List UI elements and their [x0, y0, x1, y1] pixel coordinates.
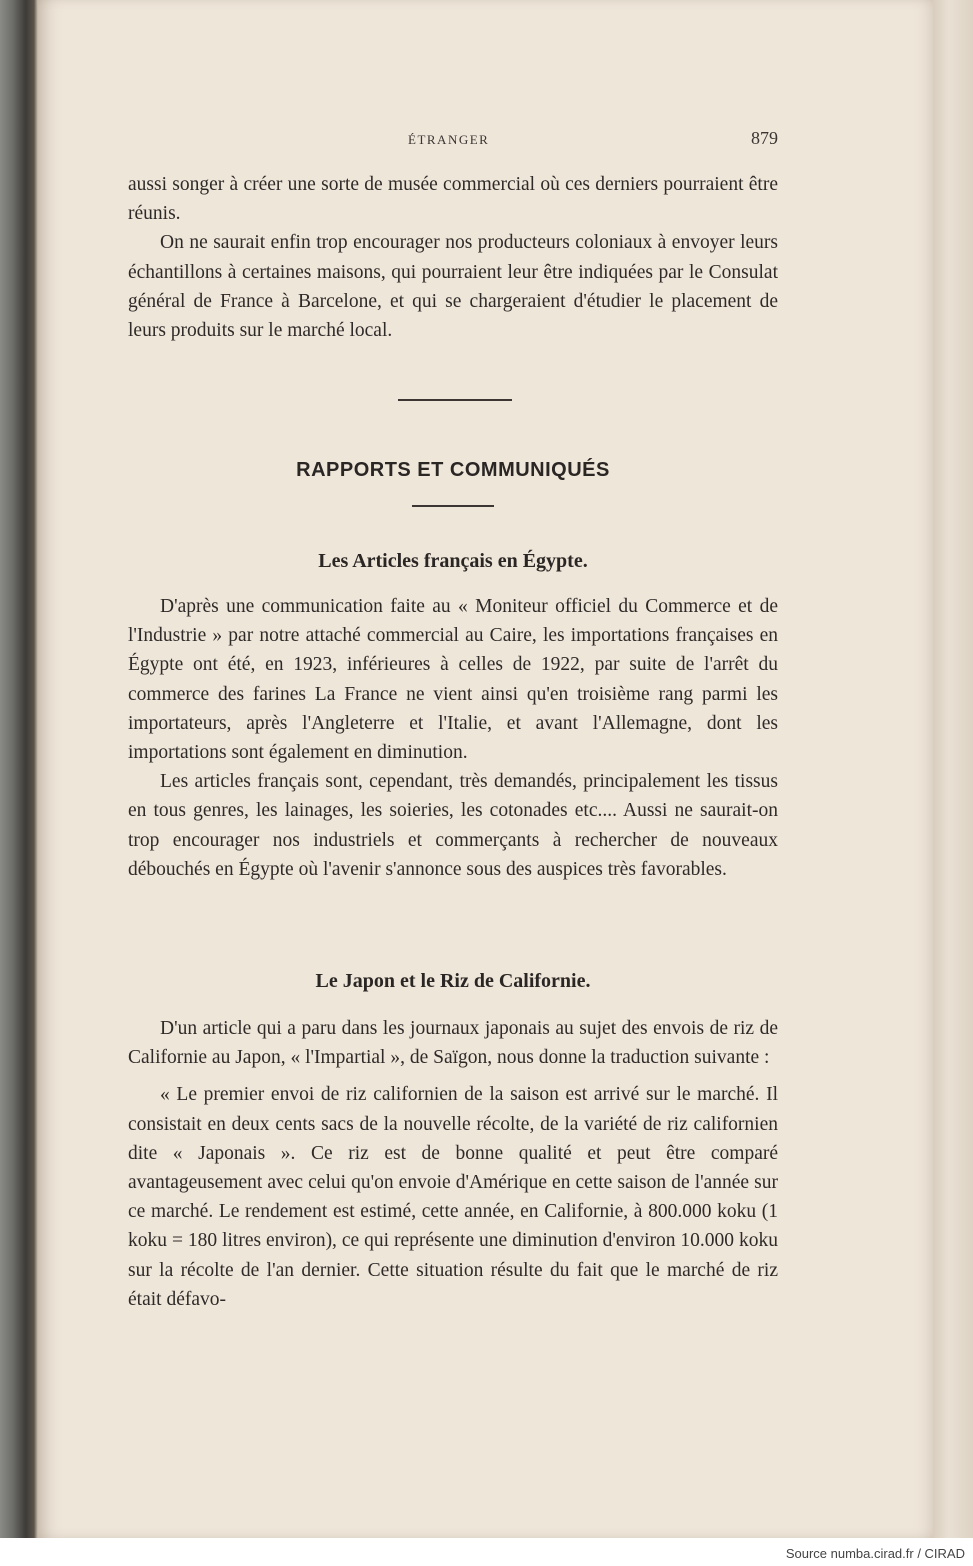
section-title: RAPPORTS ET COMMUNIQUÉS [296, 459, 610, 481]
page-number: 879 [751, 128, 778, 148]
book-binding [0, 0, 38, 1538]
article-title-egypt: Les Articles français en Égypte. [318, 550, 588, 572]
article-body-japon [128, 1014, 778, 1314]
intro-paragraph-2: On ne saurait enfin trop encourager nos producteurs coloniaux à envoyer leurs échantillons à certaines maisons, qui pourraient leur être indiquées par le Consulat général de France à Barcelone, et qui se chargeraient d'étudier le placement de leurs produits sur le marché local. [128, 232, 778, 342]
egypt-paragraph-2: Les articles français sont, cependant, très demandés, principalement les tissus en tous genres, les lainages, les soieries, les cotonades etc.... Aussi ne saurait-on trop encourager nos industriels et commerçants à rechercher de nouveaux débouchés en Égypte où l'avenir s'annonce sous des auspices très favorables. [128, 771, 778, 880]
source-credit: Source numba.cirad.fr / CIRAD [785, 1546, 965, 1561]
article-body-egypt [128, 592, 778, 884]
japon-paragraph-2: « Le premier envoi de riz californien de la saison est arrivé sur le marché. Il consistait en deux cents sacs de la nouvelle récolte, de la variété de riz californien dite « Japonais ». Ce riz est de bonne qualité et peut être comparé avantageusement avec celui qu'on envoie d'Amérique en cette saison de l'année sur ce marché. Le rendement est estimé, cette année, en Californie, à 800.000 koku (1 koku = 180 litres environ), ce qui représente une diminution d'environ 10.000 koku sur la récolte de l'an dernier. Cette situation résulte du fait que le marché de riz était défavo- [128, 1084, 778, 1310]
divider-rule-section [412, 505, 494, 507]
intro-paragraph-1: aussi songer à créer une sorte de musée commercial où ces derniers pourraient être réunis. [128, 174, 778, 225]
running-title: ÉTRANGER [408, 132, 490, 147]
divider-rule-top [398, 399, 512, 401]
article-title-japon: Le Japon et le Riz de Californie. [315, 970, 591, 992]
intro-text [128, 170, 778, 345]
page-edge [933, 0, 973, 1538]
japon-paragraph-1: D'un article qui a paru dans les journaux japonais au sujet des envois de riz de Californie au Japon, « l'Impartial », de Saïgon, nous donne la traduction suivante : [128, 1018, 778, 1069]
page-header [128, 128, 778, 154]
egypt-paragraph-1: D'après une communication faite au « Moniteur officiel du Commerce et de l'Industrie » par notre attaché commercial au Caire, les importations françaises en Égypte ont été, en 1923, inférieures à celles de 1922, par suite de l'arrêt du commerce des farines La France ne vient ainsi qu'en troisième rang parmi les importateurs, après l'Angleterre et l'Italie, et avant l'Allemagne, dont les importations sont également en diminution. [128, 596, 778, 764]
